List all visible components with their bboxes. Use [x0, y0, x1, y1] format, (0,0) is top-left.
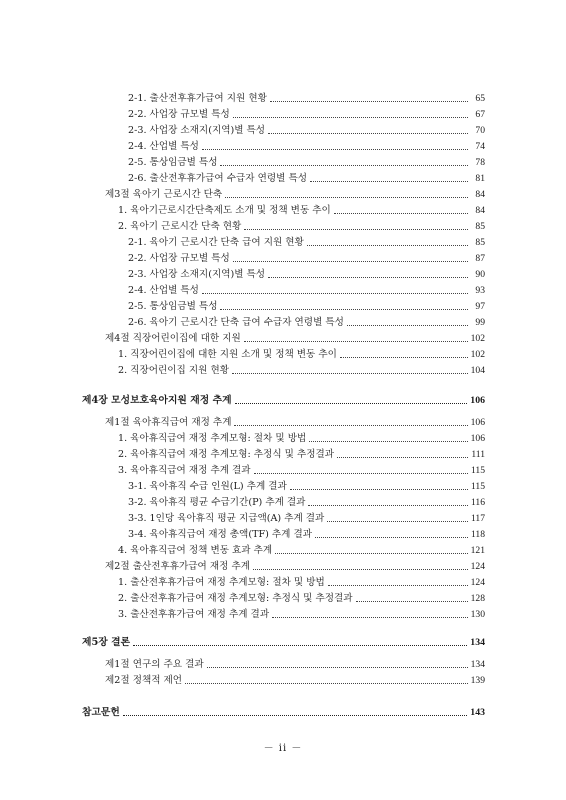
dot-leader [272, 617, 468, 618]
dot-leader [234, 425, 467, 426]
toc-subsection-entry[interactable] [128, 92, 485, 106]
dot-leader [220, 165, 468, 166]
toc-subsection-entry[interactable] [118, 576, 485, 590]
toc-entry-page-number: 97 [475, 301, 485, 312]
toc-entry-label: 3. 육아휴직급여 재정 추계 결과 [118, 465, 251, 476]
toc-entry-label: 제2절 출산전후휴가급여 재정 추계 [105, 561, 250, 572]
toc-entry-page-number: 81 [475, 173, 485, 184]
toc-entry-label: 3-3. 1인당 육아휴직 평균 지급액(A) 추계 결과 [128, 513, 325, 524]
toc-section-entry[interactable] [105, 188, 485, 202]
dot-leader [268, 277, 468, 278]
toc-section-entry[interactable] [105, 332, 485, 346]
toc-subsection-entry[interactable] [128, 124, 485, 138]
toc-chapter-entry[interactable] [82, 394, 485, 408]
toc-entry-page-number: 87 [475, 253, 485, 264]
dot-leader [356, 601, 468, 602]
toc-entry-page-number: 115 [470, 481, 485, 492]
toc-entry-label: 제4장 모성보호육아지원 재정 추계 [82, 395, 232, 406]
toc-entry-page-number: 143 [470, 707, 485, 718]
toc-entry-label: 2-6. 출산전후휴가급여 수급자 연령별 특성 [128, 173, 307, 184]
toc-entry-label: 2-5. 통상임금별 특성 [128, 301, 218, 312]
toc-subsection-entry[interactable] [128, 528, 485, 542]
toc-entry-label: 2-2. 사업장 규모별 특성 [128, 253, 230, 264]
toc-entry-label: 2-1. 출산전후휴가급여 지원 현황 [128, 93, 267, 104]
toc-entry-page-number: 118 [470, 529, 485, 540]
dot-leader [310, 181, 468, 182]
dot-leader [233, 117, 468, 118]
page-number-footer: － ii － [263, 743, 303, 754]
toc-entry-label: 제2절 정책적 제언 [105, 675, 183, 686]
toc-entry-label: 제3절 육아기 근로시간 단축 [105, 189, 223, 200]
toc-chapter-entry[interactable] [82, 636, 485, 650]
toc-entry-label: 2-4. 산업별 특성 [128, 285, 199, 296]
toc-entry-label: 3-2. 육아휴직 평균 수급기간(P) 추계 결과 [128, 497, 306, 508]
toc-section-entry[interactable] [105, 416, 485, 430]
toc-section-entry[interactable] [105, 658, 485, 672]
toc-entry-label: 2-5. 통상임금별 특성 [128, 157, 218, 168]
dot-leader [185, 683, 468, 684]
dot-leader [347, 325, 468, 326]
toc-entry-label: 제5장 결론 [82, 637, 131, 648]
toc-entry-label: 2. 출산전후휴가급여 재정 추계모형: 추정식 및 추정결과 [118, 593, 353, 604]
toc-entry-label: 2-2. 사업장 규모별 특성 [128, 109, 230, 120]
toc-entry-label: 3-4. 육아휴직급여 재정 총액(TF) 추계 결과 [128, 529, 313, 540]
toc-subsection-entry[interactable] [128, 268, 485, 282]
toc-subsection-entry[interactable] [128, 284, 485, 298]
toc-entry-page-number: 90 [475, 269, 485, 280]
dot-leader [253, 569, 468, 570]
toc-entry-page-number: 99 [475, 317, 485, 328]
dot-leader [235, 403, 468, 404]
toc-subsection-entry[interactable] [118, 592, 485, 606]
dot-leader [290, 489, 468, 490]
toc-entry-label: 2. 직장어린이집 지원 현황 [118, 365, 229, 376]
dot-leader [268, 133, 468, 134]
toc-entry-page-number: 70 [475, 125, 485, 136]
dot-leader [244, 341, 468, 342]
toc-subsection-entry[interactable] [128, 172, 485, 186]
toc-entry-label: 4. 육아휴직급여 정책 변동 효과 추계 [118, 545, 273, 556]
dot-leader [202, 149, 468, 150]
toc-entry-label: 2-4. 산업별 특성 [128, 141, 199, 152]
toc-entry-label: 3-1. 육아휴직 수급 인원(L) 추계 결과 [128, 481, 287, 492]
toc-entry-label: 제1절 연구의 주요 결과 [105, 659, 204, 670]
dot-leader [327, 521, 468, 522]
toc-entry-page-number: 93 [475, 285, 485, 296]
toc-entry-page-number: 78 [475, 157, 485, 168]
toc-subsection-entry[interactable] [128, 252, 485, 266]
dot-leader [308, 505, 468, 506]
dot-leader [309, 441, 467, 442]
toc-subsection-entry[interactable] [118, 608, 485, 622]
dot-leader [202, 293, 468, 294]
toc-entry-page-number: 65 [475, 93, 485, 104]
dot-leader [275, 553, 467, 554]
toc-entry-page-number: 106 [470, 433, 485, 444]
toc-entry-page-number: 102 [470, 333, 485, 344]
dot-leader [254, 473, 468, 474]
toc-entry-label: 1. 출산전후휴가급여 재정 추계모형: 절차 및 방법 [118, 577, 325, 588]
dot-leader [225, 197, 468, 198]
toc-entry-page-number: 134 [470, 637, 485, 648]
toc-entry-page-number: 106 [470, 395, 485, 406]
toc-entry-page-number: 124 [470, 577, 485, 588]
toc-entry-page-number: 74 [475, 141, 485, 152]
dot-leader [207, 667, 468, 668]
toc-entry-label: 2-3. 사업장 소재지(지역)별 특성 [128, 269, 266, 280]
toc-subsection-entry[interactable] [118, 348, 485, 362]
toc-entry-page-number: 124 [470, 561, 485, 572]
toc-entry-page-number: 128 [470, 593, 485, 604]
toc-subsection-entry[interactable] [128, 316, 485, 330]
toc-entry-label: 2. 육아기 근로시간 단축 현황 [118, 221, 242, 232]
toc-subsection-entry[interactable] [128, 156, 485, 170]
toc-subsection-entry[interactable] [118, 204, 485, 218]
toc-subsection-entry[interactable] [118, 464, 485, 478]
toc-entry-page-number: 121 [470, 545, 485, 556]
dot-leader [233, 261, 468, 262]
toc-subsection-entry[interactable] [128, 480, 485, 494]
toc-subsection-entry[interactable] [128, 300, 485, 314]
toc-entry-label: 2-6. 육아기 근로시간 단축 급여 수급자 연령별 특성 [128, 317, 344, 328]
toc-entry-label: 제1절 육아휴직급여 재정 추계 [105, 417, 232, 428]
toc-subsection-entry[interactable] [118, 544, 485, 558]
toc-entry-page-number: 116 [470, 497, 485, 508]
toc-entry-page-number: 139 [470, 675, 485, 686]
toc-subsection-entry[interactable] [128, 236, 485, 250]
toc-entry-label: 1. 육아휴직급여 재정 추계모형: 절차 및 방법 [118, 433, 307, 444]
dot-leader [244, 229, 468, 230]
toc-entry-page-number: 130 [470, 609, 485, 620]
toc-entry-page-number: 106 [470, 417, 485, 428]
toc-entry-label: 2-3. 사업장 소재지(지역)별 특성 [128, 125, 266, 136]
dot-leader [307, 245, 468, 246]
dot-leader [232, 373, 468, 374]
toc-entry-page-number: 102 [470, 349, 485, 360]
toc-subsection-entry[interactable] [118, 220, 485, 234]
toc-section-entry[interactable] [105, 674, 485, 688]
dot-leader [315, 537, 468, 538]
toc-subsection-entry[interactable] [118, 432, 485, 446]
toc-entry-page-number: 85 [475, 237, 485, 248]
toc-entry-label: 2. 육아휴직급여 재정 추계모형: 추정식 및 추정결과 [118, 449, 335, 460]
toc-entry-page-number: 111 [471, 449, 485, 460]
dot-leader [270, 101, 468, 102]
toc-chapter-entry[interactable] [82, 706, 485, 720]
dot-leader [340, 357, 468, 358]
toc-section-entry[interactable] [105, 560, 485, 574]
toc-subsection-entry[interactable] [128, 140, 485, 154]
dot-leader [123, 715, 467, 716]
toc-entry-label: 2-1. 육아기 근로시간 단축 급여 지원 현황 [128, 237, 304, 248]
toc-entry-page-number: 117 [470, 513, 485, 524]
toc-subsection-entry[interactable] [118, 448, 485, 462]
toc-entry-page-number: 67 [475, 109, 485, 120]
dot-leader [220, 309, 468, 310]
dot-leader [133, 645, 467, 646]
toc-entry-page-number: 84 [475, 205, 485, 216]
toc-entry-page-number: 134 [470, 659, 485, 670]
toc-entry-page-number: 115 [470, 465, 485, 476]
toc-entry-page-number: 104 [470, 365, 485, 376]
toc-entry-label: 1. 직장어린이집에 대한 지원 소개 및 정책 변동 추이 [118, 349, 337, 360]
dot-leader [334, 213, 468, 214]
toc-subsection-entry[interactable] [128, 108, 485, 122]
toc-subsection-entry[interactable] [128, 496, 485, 510]
toc-subsection-entry[interactable] [128, 512, 485, 526]
dot-leader [337, 457, 468, 458]
toc-entry-label: 3. 출산전후휴가급여 재정 추계 결과 [118, 609, 270, 620]
toc-entry-label: 제4절 직장어린이집에 대한 지원 [105, 333, 241, 344]
toc-entry-label: 참고문헌 [82, 707, 120, 718]
toc-entry-label: 1. 육아기근로시간단축제도 소개 및 정책 변동 추이 [118, 205, 331, 216]
toc-subsection-entry[interactable] [118, 364, 485, 378]
toc-entry-page-number: 85 [475, 221, 485, 232]
dot-leader [328, 585, 468, 586]
toc-entry-page-number: 84 [475, 189, 485, 200]
